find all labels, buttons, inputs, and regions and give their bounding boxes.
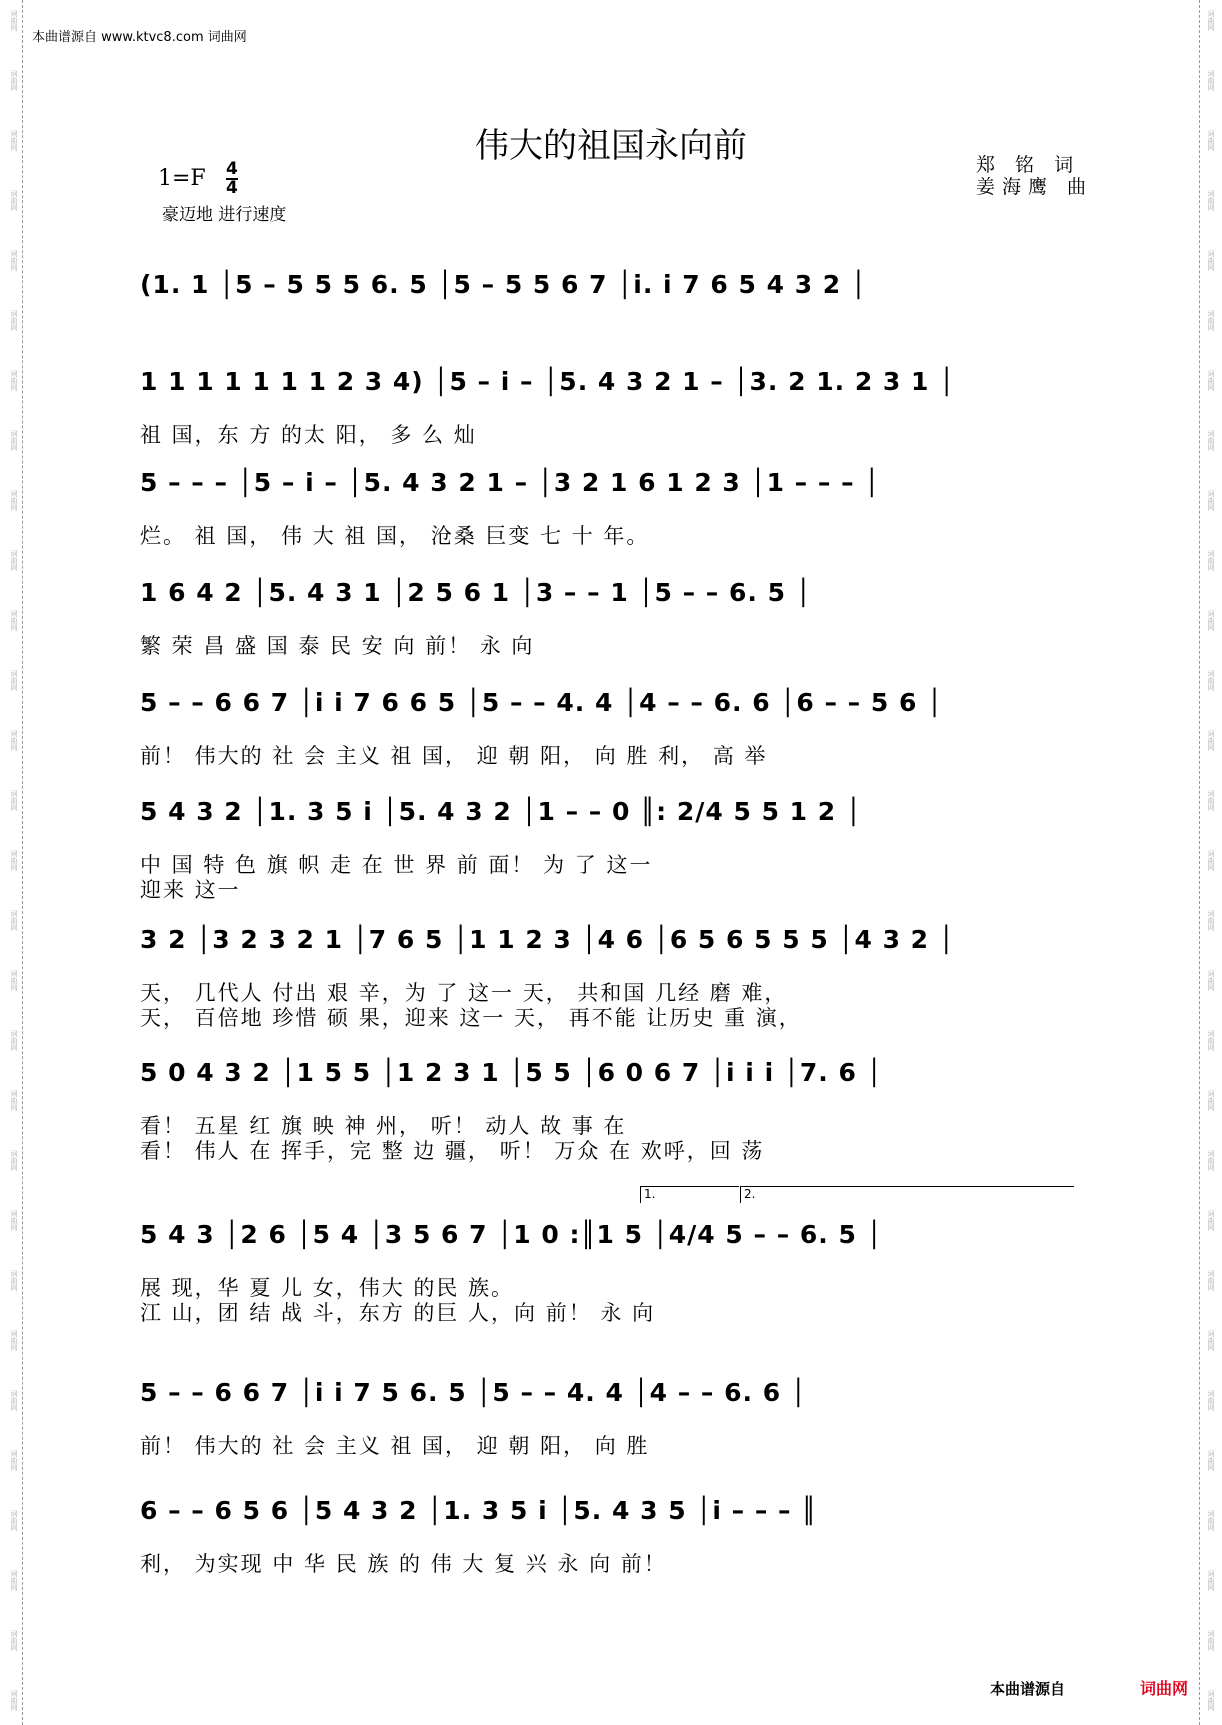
watermark-text: 词曲网 — [10, 430, 18, 451]
watermark-text: 词曲网 — [1207, 1450, 1215, 1471]
watermark-text: 词曲网 — [10, 490, 18, 511]
watermark-text: 词曲网 — [10, 1270, 18, 1291]
lyric-line: 中 国 特 色 旗 帜 走 在 世 界 前 面！ 为 了 这一 — [140, 853, 653, 877]
lyric-line: 前！ 伟大的 社 会 主义 祖 国， 迎 朝 阳， 向 胜 — [140, 1434, 650, 1458]
watermark-text: 词曲网 — [1207, 1150, 1215, 1171]
notation-line: 6 – – 6 5 6 │5 4 3 2 │1. 3 5 i │5. 4 3 5 │i – – – ║ — [140, 1496, 818, 1525]
watermark-text: 词曲网 — [10, 190, 18, 211]
lyric-line: 展 现，华 夏 儿 女，伟大 的民 族。 — [140, 1276, 515, 1300]
watermark-text: 词曲网 — [1207, 1390, 1215, 1411]
watermark-text: 词曲网 — [1207, 250, 1215, 271]
watermark-text: 词曲网 — [1207, 10, 1215, 31]
notation-line: 5 – – – │5 – i – │5. 4 3 2 1 – │3 2 1 6 1 2 3 │1 – – – │ — [140, 468, 881, 497]
watermark-text: 词曲网 — [10, 670, 18, 691]
volta-bracket: 1. — [640, 1186, 739, 1203]
watermark-text: 词曲网 — [10, 130, 18, 151]
watermark-text: 词曲网 — [10, 730, 18, 751]
tempo-marking: 豪迈地 进行速度 — [162, 205, 287, 225]
watermark-text: 词曲网 — [1207, 730, 1215, 751]
lyric-line: 天， 几代人 付出 艰 辛，为 了 这一 天， 共和国 几经 磨 难， — [140, 981, 788, 1005]
composer-credit: 姜海鹰 曲 — [976, 176, 1094, 198]
watermark-text: 词曲网 — [1207, 910, 1215, 931]
lyric-line: 利， 为实现 中 华 民 族 的 伟 大 复 兴 永 向 前！ — [140, 1552, 667, 1576]
lyric-line: 祖 国，东 方 的太 阳， 多 么 灿 — [140, 423, 477, 447]
notation-line: 1 6 4 2 │5. 4 3 1 │2 5 6 1 │3 – – 1 │5 – – 6. 5 │ — [140, 578, 812, 607]
lyric-line: 烂。 祖 国， 伟 大 祖 国， 沧桑 巨变 七 十 年。 — [140, 524, 650, 548]
notation-line: 1 1 1 1 1 1 1 2 3 4) │5 – i – │5. 4 3 2 1 – │3. 2 1. 2 3 1 │ — [140, 367, 956, 396]
watermark-text: 词曲网 — [10, 550, 18, 571]
notation-line: 5 – – 6 6 7 │i i 7 6 6 5 │5 – – 4. 4 │4 – – 6. 6 │6 – – 5 6 │ — [140, 688, 944, 717]
notation-line: 5 – – 6 6 7 │i i 7 5 6. 5 │5 – – 4. 4 │4 – – 6. 6 │ — [140, 1378, 807, 1407]
watermark-text: 词曲网 — [1207, 1330, 1215, 1351]
watermark-text: 词曲网 — [10, 1090, 18, 1111]
footer-brand: 词曲网 — [1140, 1679, 1189, 1698]
watermark-text: 词曲网 — [1207, 610, 1215, 631]
watermark-text: 词曲网 — [1207, 970, 1215, 991]
time-signature-top: 4 — [226, 159, 238, 179]
watermark-text: 词曲网 — [1207, 310, 1215, 331]
notation-line: (1. 1 │5 – 5 5 5 6. 5 │5 – 5 5 6 7 │i. i 7 6 5 4 3 2 │ — [140, 270, 867, 299]
watermark-text: 词曲网 — [10, 1150, 18, 1171]
watermark-text: 词曲网 — [1207, 1270, 1215, 1291]
song-title: 伟大的祖国永向前 — [475, 126, 747, 166]
watermark-text: 词曲网 — [1207, 370, 1215, 391]
watermark-text: 词曲网 — [10, 310, 18, 331]
notation-line: 5 0 4 3 2 │1 5 5 │1 2 3 1 │5 5 │6 0 6 7 │i i i │7. 6 │ — [140, 1058, 883, 1087]
watermark-text: 词曲网 — [1207, 1210, 1215, 1231]
watermark-text: 词曲网 — [1207, 1090, 1215, 1111]
time-signature — [226, 161, 238, 197]
lyric-line: 迎来 这一 — [140, 878, 241, 902]
lyric-line: 前！ 伟大的 社 会 主义 祖 国， 迎 朝 阳， 向 胜 利， 高 举 — [140, 744, 768, 768]
watermark-text: 词曲网 — [10, 1030, 18, 1051]
watermark-text: 词曲网 — [10, 850, 18, 871]
watermark-text: 词曲网 — [1207, 1030, 1215, 1051]
watermark-text: 词曲网 — [10, 1450, 18, 1471]
lyric-line: 繁 荣 昌 盛 国 泰 民 安 向 前！ 永 向 — [140, 634, 535, 658]
watermark-text: 词曲网 — [10, 1390, 18, 1411]
source-header: 本曲谱源自 www.ktvc8.com 词曲网 — [32, 30, 247, 45]
key-signature: 1=F — [158, 166, 206, 191]
watermark-text: 词曲网 — [1207, 130, 1215, 151]
watermark-text: 词曲网 — [10, 1570, 18, 1591]
watermark-text: 词曲网 — [1207, 490, 1215, 511]
watermark-text: 词曲网 — [10, 1210, 18, 1231]
watermark-text: 词曲网 — [1207, 70, 1215, 91]
watermark-text: 词曲网 — [1207, 1570, 1215, 1591]
watermark-text: 词曲网 — [1207, 190, 1215, 211]
volta-bracket: 2. — [740, 1186, 1074, 1203]
watermark-text: 词曲网 — [1207, 1690, 1215, 1711]
watermark-text: 词曲网 — [10, 1330, 18, 1351]
watermark-text: 词曲网 — [10, 910, 18, 931]
lyricist-credit: 郑 铭 词 — [976, 154, 1081, 176]
watermark-text: 词曲网 — [10, 250, 18, 271]
watermark-text: 词曲网 — [10, 1510, 18, 1531]
watermark-text: 词曲网 — [10, 1690, 18, 1711]
footer-source: 本曲谱源自 — [990, 1680, 1066, 1698]
watermark-text: 词曲网 — [1207, 1630, 1215, 1651]
watermark-text: 词曲网 — [1207, 430, 1215, 451]
watermark-text: 词曲网 — [10, 790, 18, 811]
lyric-line: 看！ 伟人 在 挥手，完 整 边 疆， 听！ 万众 在 欢呼，回 荡 — [140, 1139, 765, 1163]
watermark-text: 词曲网 — [1207, 550, 1215, 571]
watermark-text: 词曲网 — [10, 10, 18, 31]
watermark-text: 词曲网 — [10, 610, 18, 631]
watermark-text: 词曲网 — [10, 70, 18, 91]
watermark-text: 词曲网 — [10, 370, 18, 391]
time-signature-bottom: 4 — [226, 178, 238, 198]
notation-line: 5 4 3 2 │1. 3 5 i │5. 4 3 2 │1 – – 0 ║: 2/4 5 5 1 2 │ — [140, 797, 862, 826]
watermark-text: 词曲网 — [1207, 670, 1215, 691]
watermark-text: 词曲网 — [10, 970, 18, 991]
watermark-text: 词曲网 — [1207, 850, 1215, 871]
lyric-line: 天， 百倍地 珍惜 硕 果，迎来 这一 天， 再不能 让历史 重 演， — [140, 1006, 802, 1030]
notation-line: 3 2 │3 2 3 2 1 │7 6 5 │1 1 2 3 │4 6 │6 5 6 5 5 5 │4 3 2 │ — [140, 925, 955, 954]
lyric-line: 看！ 五星 红 旗 映 神 州， 听！ 动人 故 事 在 — [140, 1114, 627, 1138]
lyric-line: 江 山，团 结 战 斗，东方 的巨 人，向 前！ 永 向 — [140, 1301, 656, 1325]
notation-line: 5 4 3 │2 6 │5 4 │3 5 6 7 │1 0 :║1 5 │4/4 5 – – 6. 5 │ — [140, 1220, 883, 1249]
watermark-text: 词曲网 — [10, 1630, 18, 1651]
watermark-text: 词曲网 — [1207, 1510, 1215, 1531]
watermark-text: 词曲网 — [1207, 790, 1215, 811]
